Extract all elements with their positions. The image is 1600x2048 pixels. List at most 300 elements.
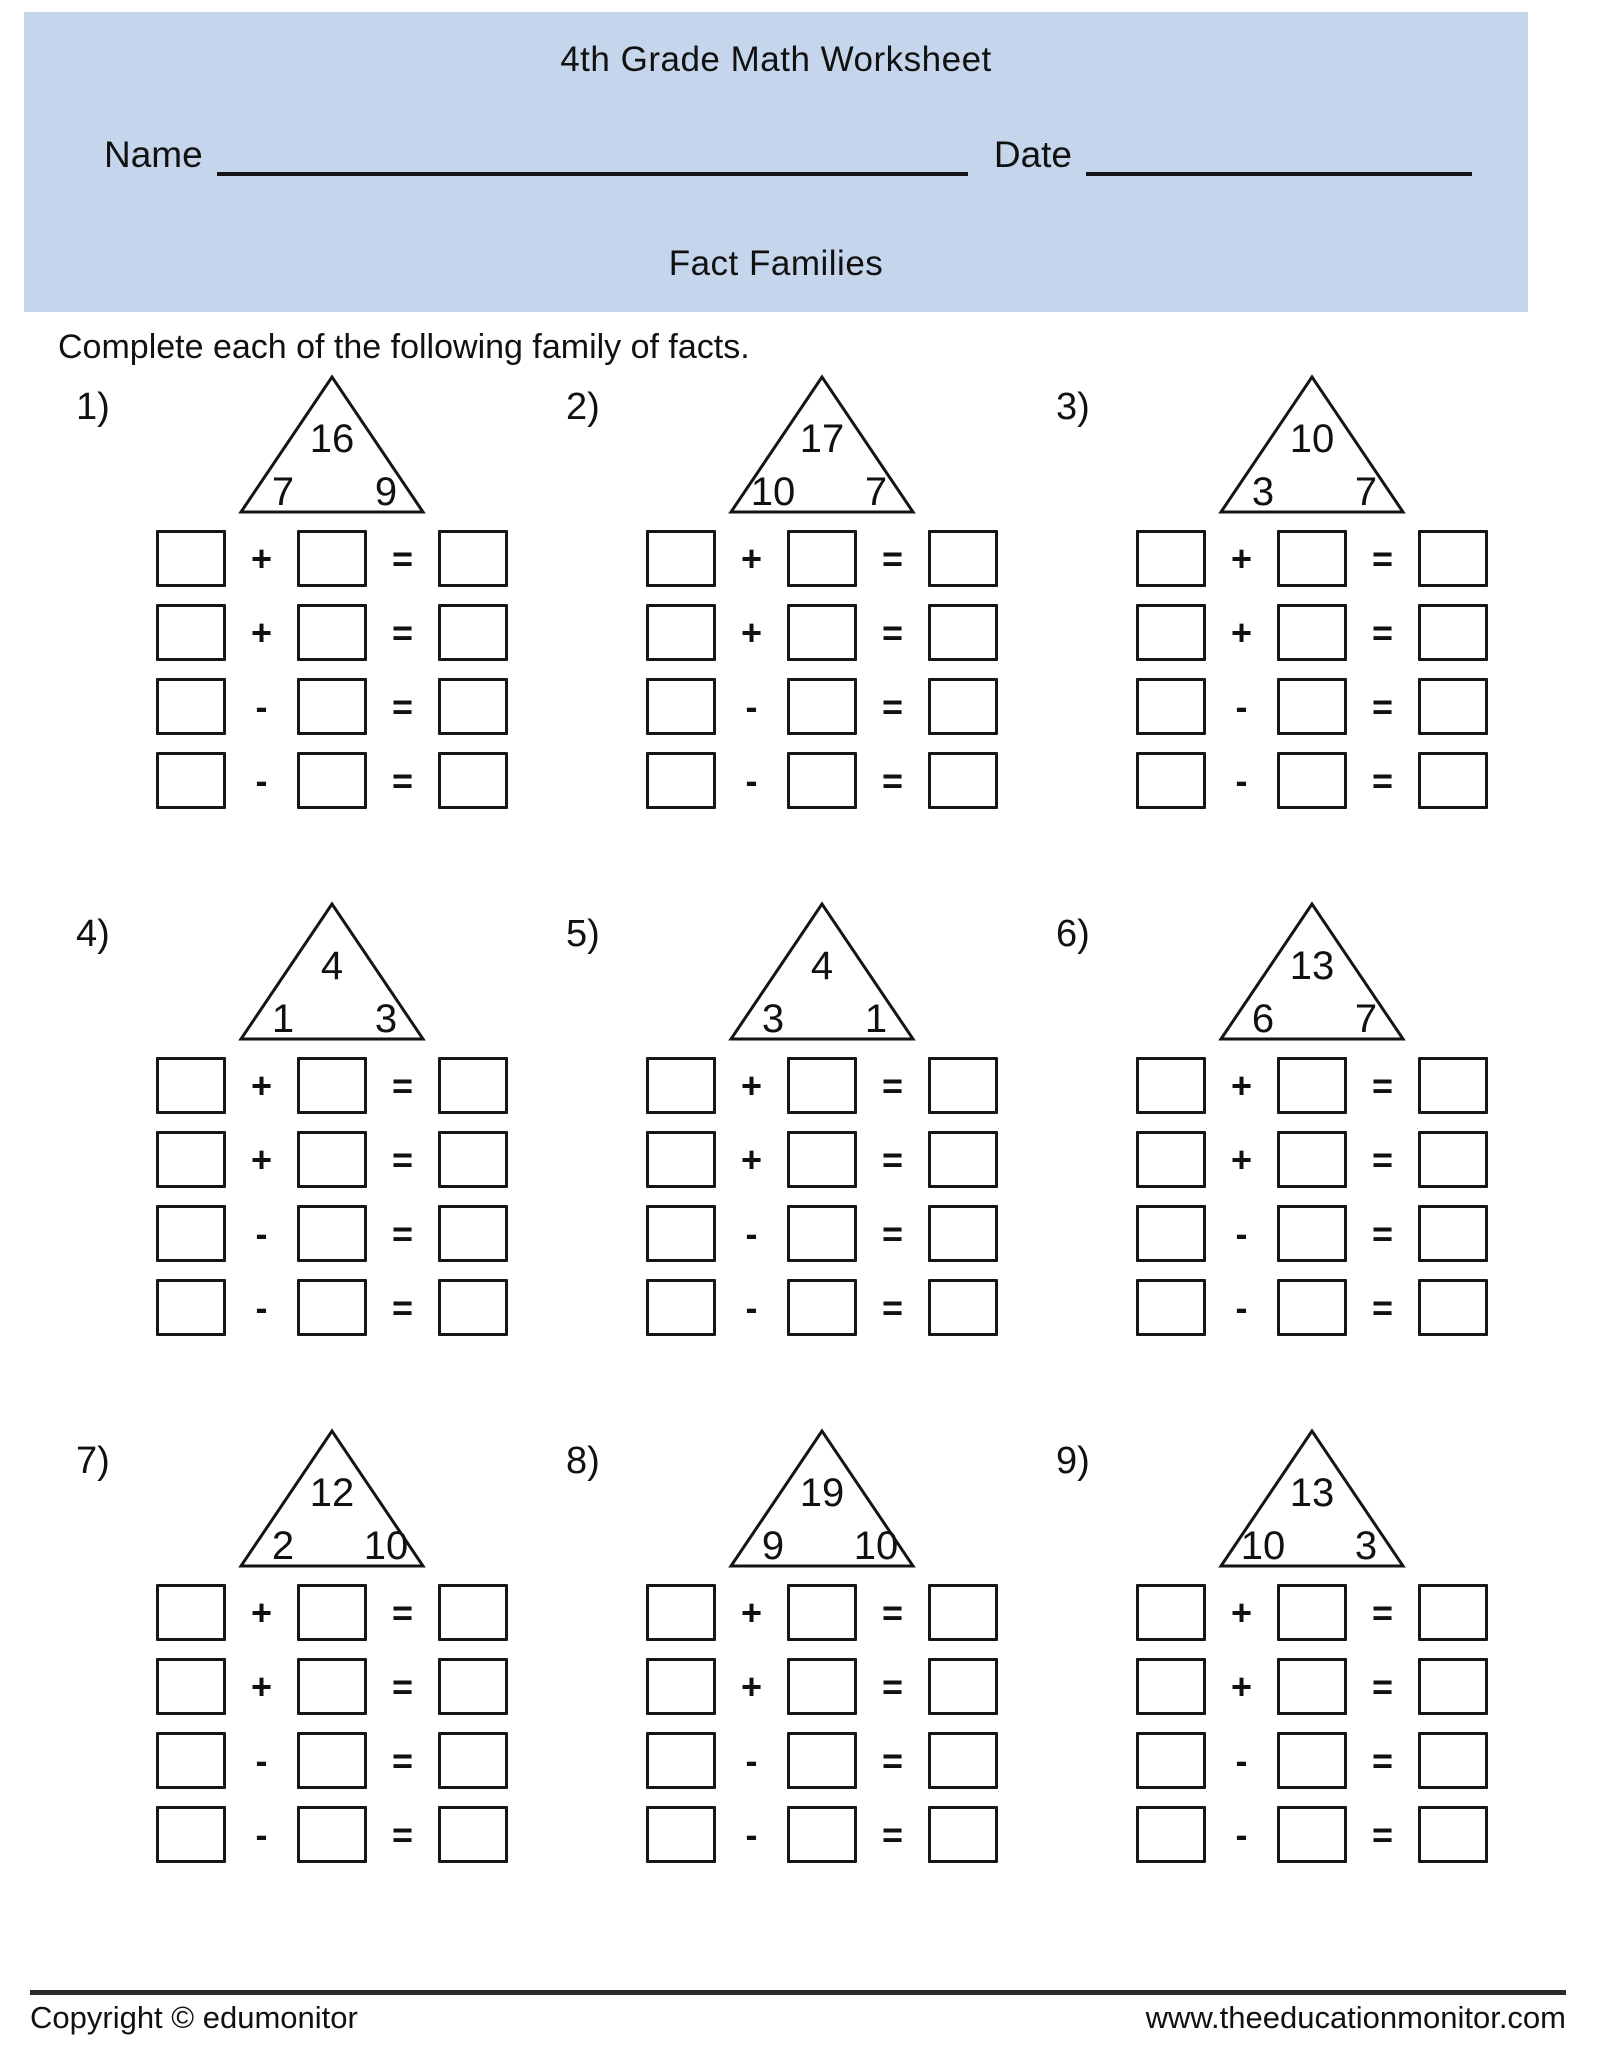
equation-row bbox=[1136, 530, 1488, 587]
equation-row bbox=[156, 1205, 508, 1262]
answer-box-second bbox=[297, 1584, 367, 1641]
triangle-top-number: 16 bbox=[309, 417, 355, 461]
fact-triangle bbox=[646, 374, 998, 516]
operator-sign: + bbox=[1230, 1064, 1253, 1106]
answer-box-first bbox=[156, 604, 226, 661]
copyright-text: Copyright © edumonitor bbox=[30, 2000, 358, 2035]
operator-sign: - bbox=[1235, 1813, 1248, 1855]
equation-row bbox=[646, 1205, 998, 1262]
answer-box-result bbox=[928, 1806, 998, 1863]
answer-box-first bbox=[646, 1131, 716, 1188]
answer-box-second bbox=[1277, 1806, 1347, 1863]
operator-sign: + bbox=[1230, 537, 1253, 579]
answer-box-second bbox=[1277, 1205, 1347, 1262]
fact-family-problem bbox=[566, 901, 998, 1336]
equation-row bbox=[156, 1279, 508, 1336]
operator-sign: + bbox=[250, 1138, 273, 1180]
equals-sign: = bbox=[1371, 1212, 1394, 1254]
equation-list bbox=[1136, 1584, 1488, 1863]
equals-sign: = bbox=[881, 1064, 904, 1106]
answer-box-result bbox=[438, 1732, 508, 1789]
answer-box-second bbox=[1277, 1057, 1347, 1114]
triangle-icon bbox=[1217, 1428, 1407, 1570]
triangle-right-number: 7 bbox=[1354, 997, 1378, 1041]
equals-sign: = bbox=[881, 1212, 904, 1254]
answer-box-result bbox=[438, 1806, 508, 1863]
equals-sign: = bbox=[391, 1286, 414, 1328]
operator-sign: + bbox=[1230, 1138, 1253, 1180]
answer-box-second bbox=[297, 752, 367, 809]
answer-box-second bbox=[1277, 1131, 1347, 1188]
equation-list bbox=[646, 1584, 998, 1863]
answer-box-first bbox=[1136, 604, 1206, 661]
answer-box-first bbox=[646, 1205, 716, 1262]
answer-box-second bbox=[297, 1806, 367, 1863]
answer-box-first bbox=[646, 1658, 716, 1715]
equation-row bbox=[646, 1131, 998, 1188]
equation-row bbox=[1136, 1131, 1488, 1188]
operator-sign: - bbox=[1235, 685, 1248, 727]
answer-box-result bbox=[928, 1279, 998, 1336]
name-label: Name bbox=[104, 134, 203, 176]
problem-number: 6) bbox=[1056, 913, 1090, 955]
equals-sign: = bbox=[391, 759, 414, 801]
equals-sign: = bbox=[881, 1286, 904, 1328]
answer-box-second bbox=[787, 530, 857, 587]
operator-sign: - bbox=[255, 1813, 268, 1855]
problem-number: 4) bbox=[76, 913, 110, 955]
equals-sign: = bbox=[881, 611, 904, 653]
equation-row bbox=[156, 604, 508, 661]
answer-box-result bbox=[1418, 678, 1488, 735]
triangle-icon bbox=[237, 374, 427, 516]
operator-sign: - bbox=[255, 1286, 268, 1328]
equals-sign: = bbox=[391, 1813, 414, 1855]
answer-box-first bbox=[156, 752, 226, 809]
answer-box-result bbox=[1418, 1584, 1488, 1641]
answer-box-second bbox=[787, 1057, 857, 1114]
answer-box-first bbox=[156, 1205, 226, 1262]
triangle-right-number: 3 bbox=[1354, 1524, 1378, 1568]
answer-box-result bbox=[438, 1279, 508, 1336]
equation-row bbox=[1136, 1205, 1488, 1262]
triangle-icon bbox=[1217, 901, 1407, 1043]
fact-family-problem bbox=[76, 901, 508, 1336]
triangle-top-number: 13 bbox=[1289, 944, 1335, 988]
equation-row bbox=[1136, 1732, 1488, 1789]
answer-box-result bbox=[438, 1057, 508, 1114]
problem-number: 7) bbox=[76, 1440, 110, 1482]
name-date-row bbox=[104, 134, 1472, 176]
fact-triangle bbox=[156, 374, 508, 516]
problem-number: 5) bbox=[566, 913, 600, 955]
equals-sign: = bbox=[881, 537, 904, 579]
answer-box-result bbox=[928, 752, 998, 809]
fact-family-problem bbox=[1056, 901, 1488, 1336]
triangle-left-number: 2 bbox=[271, 1524, 295, 1568]
answer-box-result bbox=[1418, 604, 1488, 661]
operator-sign: - bbox=[255, 1739, 268, 1781]
equation-row bbox=[156, 678, 508, 735]
fact-triangle bbox=[156, 901, 508, 1043]
equals-sign: = bbox=[391, 1739, 414, 1781]
answer-box-second bbox=[787, 604, 857, 661]
equation-row bbox=[156, 1806, 508, 1863]
triangle-icon bbox=[237, 901, 427, 1043]
answer-box-result bbox=[928, 1658, 998, 1715]
equals-sign: = bbox=[391, 1064, 414, 1106]
operator-sign: + bbox=[740, 537, 763, 579]
triangle-right-number: 10 bbox=[853, 1524, 899, 1568]
triangle-top-number: 17 bbox=[799, 417, 845, 461]
problem-number: 1) bbox=[76, 386, 110, 428]
equation-row bbox=[646, 752, 998, 809]
equation-list bbox=[156, 1584, 508, 1863]
triangle-top-number: 10 bbox=[1289, 417, 1335, 461]
triangle-left-number: 6 bbox=[1251, 997, 1275, 1041]
answer-box-second bbox=[1277, 1279, 1347, 1336]
equation-row bbox=[1136, 678, 1488, 735]
triangle-right-number: 1 bbox=[864, 997, 888, 1041]
problem-number: 3) bbox=[1056, 386, 1090, 428]
equation-row bbox=[646, 1279, 998, 1336]
answer-box-first bbox=[156, 678, 226, 735]
operator-sign: - bbox=[745, 1212, 758, 1254]
worksheet-subtitle: Fact Families bbox=[668, 244, 884, 283]
equation-list bbox=[156, 1057, 508, 1336]
triangle-left-number: 10 bbox=[1240, 1524, 1286, 1568]
answer-box-first bbox=[1136, 1131, 1206, 1188]
answer-box-result bbox=[438, 1584, 508, 1641]
triangle-right-number: 9 bbox=[374, 470, 398, 514]
answer-box-first bbox=[646, 1806, 716, 1863]
problem-content bbox=[1136, 1428, 1488, 1863]
answer-box-result bbox=[438, 1131, 508, 1188]
equation-list bbox=[1136, 530, 1488, 809]
answer-box-result bbox=[1418, 1057, 1488, 1114]
equation-row bbox=[156, 530, 508, 587]
answer-box-result bbox=[928, 530, 998, 587]
answer-box-first bbox=[1136, 1584, 1206, 1641]
answer-box-first bbox=[156, 1732, 226, 1789]
operator-sign: + bbox=[1230, 1591, 1253, 1633]
answer-box-result bbox=[928, 678, 998, 735]
answer-box-second bbox=[787, 1658, 857, 1715]
answer-box-result bbox=[928, 1057, 998, 1114]
answer-box-first bbox=[1136, 1279, 1206, 1336]
answer-box-first bbox=[1136, 1732, 1206, 1789]
equals-sign: = bbox=[391, 685, 414, 727]
triangle-icon bbox=[1217, 374, 1407, 516]
answer-box-second bbox=[787, 752, 857, 809]
equals-sign: = bbox=[1371, 1739, 1394, 1781]
equals-sign: = bbox=[391, 611, 414, 653]
operator-sign: + bbox=[250, 1591, 273, 1633]
answer-box-first bbox=[646, 1732, 716, 1789]
problem-number: 9) bbox=[1056, 1440, 1090, 1482]
problems-grid bbox=[76, 374, 1488, 1863]
equals-sign: = bbox=[1371, 1064, 1394, 1106]
operator-sign: + bbox=[740, 611, 763, 653]
answer-box-second bbox=[1277, 678, 1347, 735]
answer-box-first bbox=[156, 1584, 226, 1641]
answer-box-result bbox=[1418, 1205, 1488, 1262]
answer-box-second bbox=[1277, 604, 1347, 661]
equals-sign: = bbox=[1371, 685, 1394, 727]
equation-list bbox=[156, 530, 508, 809]
answer-box-second bbox=[297, 1205, 367, 1262]
answer-box-second bbox=[787, 678, 857, 735]
operator-sign: - bbox=[255, 759, 268, 801]
answer-box-result bbox=[438, 530, 508, 587]
equals-sign: = bbox=[881, 759, 904, 801]
equals-sign: = bbox=[391, 1138, 414, 1180]
answer-box-second bbox=[1277, 752, 1347, 809]
equation-row bbox=[156, 1131, 508, 1188]
answer-box-result bbox=[1418, 1279, 1488, 1336]
equals-sign: = bbox=[881, 1138, 904, 1180]
answer-box-second bbox=[1277, 530, 1347, 587]
triangle-icon bbox=[237, 1428, 427, 1570]
answer-box-result bbox=[1418, 530, 1488, 587]
triangle-icon bbox=[727, 1428, 917, 1570]
answer-box-first bbox=[1136, 1806, 1206, 1863]
operator-sign: - bbox=[745, 685, 758, 727]
equals-sign: = bbox=[391, 1665, 414, 1707]
answer-box-second bbox=[297, 1279, 367, 1336]
equation-row bbox=[156, 752, 508, 809]
operator-sign: + bbox=[250, 1064, 273, 1106]
answer-box-first bbox=[646, 752, 716, 809]
name-blank-line bbox=[217, 134, 968, 176]
equation-row bbox=[1136, 604, 1488, 661]
fact-triangle bbox=[1136, 374, 1488, 516]
fact-family-problem bbox=[566, 1428, 998, 1863]
problem-content bbox=[646, 901, 998, 1336]
website-url: www.theeducationmonitor.com bbox=[1145, 2000, 1566, 2035]
fact-triangle bbox=[646, 901, 998, 1043]
equation-row bbox=[156, 1658, 508, 1715]
answer-box-result bbox=[438, 752, 508, 809]
answer-box-second bbox=[297, 1131, 367, 1188]
operator-sign: + bbox=[740, 1138, 763, 1180]
answer-box-first bbox=[156, 1131, 226, 1188]
triangle-left-number: 7 bbox=[271, 470, 295, 514]
triangle-top-number: 13 bbox=[1289, 1471, 1335, 1515]
triangle-left-number: 10 bbox=[750, 470, 796, 514]
answer-box-result bbox=[438, 678, 508, 735]
answer-box-first bbox=[156, 1279, 226, 1336]
answer-box-second bbox=[787, 1732, 857, 1789]
answer-box-result bbox=[1418, 1131, 1488, 1188]
equation-row bbox=[646, 1658, 998, 1715]
answer-box-second bbox=[297, 530, 367, 587]
answer-box-result bbox=[438, 604, 508, 661]
problem-number: 8) bbox=[566, 1440, 600, 1482]
instruction-text: Complete each of the following family of facts. bbox=[58, 328, 750, 366]
triangle-left-number: 1 bbox=[271, 997, 295, 1041]
answer-box-second bbox=[787, 1131, 857, 1188]
equation-row bbox=[646, 1057, 998, 1114]
operator-sign: - bbox=[1235, 759, 1248, 801]
operator-sign: - bbox=[745, 1286, 758, 1328]
problem-content bbox=[646, 374, 998, 809]
equals-sign: = bbox=[1371, 1665, 1394, 1707]
triangle-icon bbox=[727, 374, 917, 516]
fact-triangle bbox=[156, 1428, 508, 1570]
triangle-top-number: 12 bbox=[309, 1471, 355, 1515]
answer-box-second bbox=[297, 1057, 367, 1114]
fact-family-problem bbox=[76, 374, 508, 809]
answer-box-second bbox=[297, 1732, 367, 1789]
triangle-right-number: 7 bbox=[864, 470, 888, 514]
triangle-top-number: 4 bbox=[320, 944, 344, 988]
triangle-left-number: 9 bbox=[761, 1524, 785, 1568]
page-title: 4th Grade Math Worksheet bbox=[560, 40, 992, 79]
equation-list bbox=[646, 1057, 998, 1336]
equals-sign: = bbox=[881, 1813, 904, 1855]
operator-sign: + bbox=[250, 537, 273, 579]
answer-box-first bbox=[1136, 1658, 1206, 1715]
operator-sign: + bbox=[740, 1665, 763, 1707]
fact-triangle bbox=[1136, 1428, 1488, 1570]
equation-list bbox=[646, 530, 998, 809]
operator-sign: - bbox=[255, 685, 268, 727]
equation-row bbox=[646, 530, 998, 587]
answer-box-first bbox=[646, 604, 716, 661]
fact-family-problem bbox=[76, 1428, 508, 1863]
equation-row bbox=[1136, 1584, 1488, 1641]
operator-sign: - bbox=[1235, 1212, 1248, 1254]
answer-box-first bbox=[646, 1584, 716, 1641]
equals-sign: = bbox=[1371, 611, 1394, 653]
triangle-left-number: 3 bbox=[761, 997, 785, 1041]
triangle-icon bbox=[727, 901, 917, 1043]
equation-row bbox=[1136, 1658, 1488, 1715]
answer-box-result bbox=[1418, 1658, 1488, 1715]
answer-box-second bbox=[297, 604, 367, 661]
answer-box-second bbox=[1277, 1584, 1347, 1641]
answer-box-second bbox=[787, 1584, 857, 1641]
operator-sign: - bbox=[745, 1813, 758, 1855]
problem-content bbox=[156, 1428, 508, 1863]
equals-sign: = bbox=[1371, 537, 1394, 579]
triangle-top-number: 4 bbox=[810, 944, 834, 988]
answer-box-first bbox=[646, 1057, 716, 1114]
equation-row bbox=[1136, 1057, 1488, 1114]
equals-sign: = bbox=[1371, 1286, 1394, 1328]
answer-box-first bbox=[1136, 530, 1206, 587]
answer-box-second bbox=[297, 1658, 367, 1715]
equation-row bbox=[156, 1584, 508, 1641]
equation-row bbox=[646, 604, 998, 661]
operator-sign: - bbox=[255, 1212, 268, 1254]
answer-box-first bbox=[156, 1057, 226, 1114]
worksheet-header bbox=[24, 12, 1528, 312]
answer-box-first bbox=[1136, 678, 1206, 735]
operator-sign: + bbox=[250, 1665, 273, 1707]
answer-box-second bbox=[787, 1205, 857, 1262]
date-label: Date bbox=[993, 134, 1072, 176]
answer-box-first bbox=[156, 530, 226, 587]
equation-list bbox=[1136, 1057, 1488, 1336]
answer-box-second bbox=[1277, 1732, 1347, 1789]
equation-row bbox=[646, 1732, 998, 1789]
answer-box-result bbox=[928, 1205, 998, 1262]
triangle-top-number: 19 bbox=[799, 1471, 845, 1515]
equals-sign: = bbox=[881, 1665, 904, 1707]
answer-box-second bbox=[787, 1806, 857, 1863]
answer-box-first bbox=[1136, 752, 1206, 809]
problem-content bbox=[1136, 374, 1488, 809]
answer-box-first bbox=[1136, 1205, 1206, 1262]
answer-box-result bbox=[928, 604, 998, 661]
answer-box-second bbox=[787, 1279, 857, 1336]
equation-row bbox=[1136, 1279, 1488, 1336]
problem-content bbox=[156, 374, 508, 809]
triangle-right-number: 7 bbox=[1354, 470, 1378, 514]
equals-sign: = bbox=[391, 1591, 414, 1633]
answer-box-result bbox=[438, 1658, 508, 1715]
problem-content bbox=[1136, 901, 1488, 1336]
answer-box-first bbox=[156, 1658, 226, 1715]
fact-family-problem bbox=[1056, 1428, 1488, 1863]
problem-number: 2) bbox=[566, 386, 600, 428]
equals-sign: = bbox=[881, 1739, 904, 1781]
triangle-right-number: 3 bbox=[374, 997, 398, 1041]
footer-divider bbox=[30, 1990, 1566, 1995]
operator-sign: - bbox=[1235, 1739, 1248, 1781]
footer bbox=[30, 2000, 1566, 2036]
operator-sign: + bbox=[1230, 611, 1253, 653]
answer-box-result bbox=[1418, 1732, 1488, 1789]
equation-row bbox=[646, 678, 998, 735]
equation-row bbox=[156, 1732, 508, 1789]
operator-sign: + bbox=[250, 611, 273, 653]
equals-sign: = bbox=[391, 537, 414, 579]
date-blank-line bbox=[1086, 134, 1472, 176]
operator-sign: + bbox=[740, 1591, 763, 1633]
answer-box-first bbox=[1136, 1057, 1206, 1114]
problem-content bbox=[156, 901, 508, 1336]
operator-sign: + bbox=[740, 1064, 763, 1106]
answer-box-second bbox=[297, 678, 367, 735]
equals-sign: = bbox=[1371, 1813, 1394, 1855]
triangle-right-number: 10 bbox=[363, 1524, 409, 1568]
equation-row bbox=[646, 1806, 998, 1863]
fact-family-problem bbox=[566, 374, 998, 809]
equals-sign: = bbox=[881, 685, 904, 727]
operator-sign: - bbox=[1235, 1286, 1248, 1328]
equation-row bbox=[1136, 752, 1488, 809]
equation-row bbox=[646, 1584, 998, 1641]
triangle-left-number: 3 bbox=[1251, 470, 1275, 514]
answer-box-result bbox=[1418, 1806, 1488, 1863]
fact-triangle bbox=[646, 1428, 998, 1570]
answer-box-result bbox=[928, 1131, 998, 1188]
fact-family-problem bbox=[1056, 374, 1488, 809]
equals-sign: = bbox=[1371, 1591, 1394, 1633]
answer-box-result bbox=[1418, 752, 1488, 809]
answer-box-result bbox=[928, 1584, 998, 1641]
problem-content bbox=[646, 1428, 998, 1863]
equals-sign: = bbox=[391, 1212, 414, 1254]
equation-row bbox=[156, 1057, 508, 1114]
answer-box-first bbox=[646, 530, 716, 587]
equation-row bbox=[1136, 1806, 1488, 1863]
operator-sign: - bbox=[745, 1739, 758, 1781]
answer-box-first bbox=[646, 678, 716, 735]
